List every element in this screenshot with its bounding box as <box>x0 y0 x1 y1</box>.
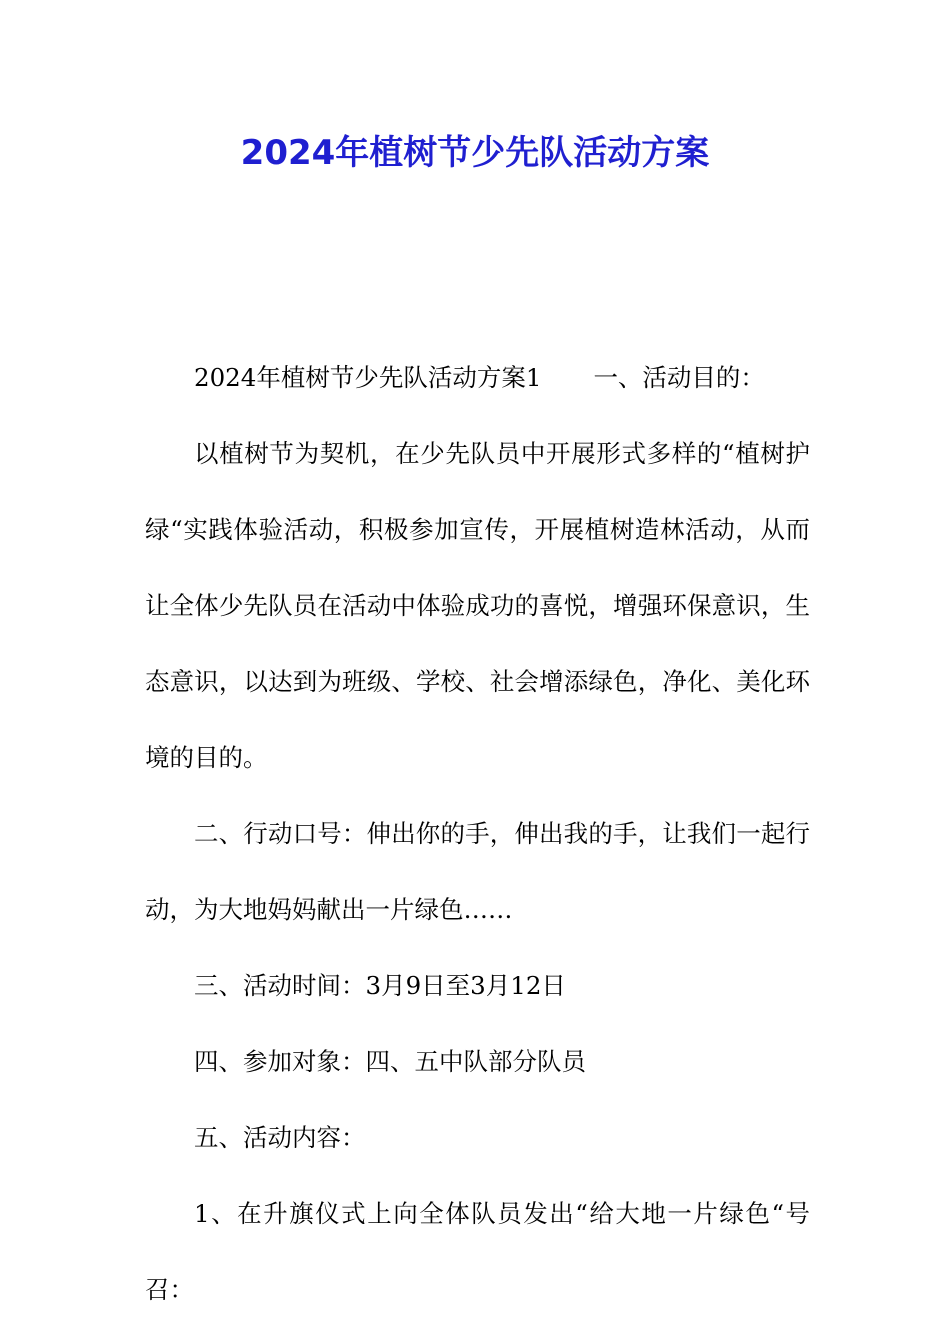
document-title: 2024年植树节少先队活动方案 <box>240 133 710 173</box>
paragraph-time: 三、活动时间：3月9日至3月12日 <box>194 971 566 1000</box>
paragraph-content-heading: 五、活动内容： <box>194 1123 366 1152</box>
heading-line <box>145 340 810 416</box>
document-body <box>145 340 810 1328</box>
paragraph-item-1: 1、在升旗仪式上向全体队员发出“给大地一片绿色“号召： <box>145 1199 810 1304</box>
section-heading-purpose: 一、活动目的： <box>593 363 765 392</box>
paragraph-participants: 四、参加对象：四、五中队部分队员 <box>194 1047 586 1076</box>
paragraph-slogan: 二、行动口号：伸出你的手，伸出我的手，让我们一起行动，为大地妈妈献出一片绿色…… <box>145 819 810 924</box>
plan-subtitle: 2024年植树节少先队活动方案1 <box>194 363 542 392</box>
paragraph-purpose: 以植树节为契机，在少先队员中开展形式多样的“植树护绿“实践体验活动，积极参加宣传，开展植树造林活动，从而让全体少先队员在活动中体验成功的喜悦，增强环保意识，生态意识，以达到为班级、学校、社会增添绿色，净化、美化环境的目的。 <box>145 439 810 772</box>
